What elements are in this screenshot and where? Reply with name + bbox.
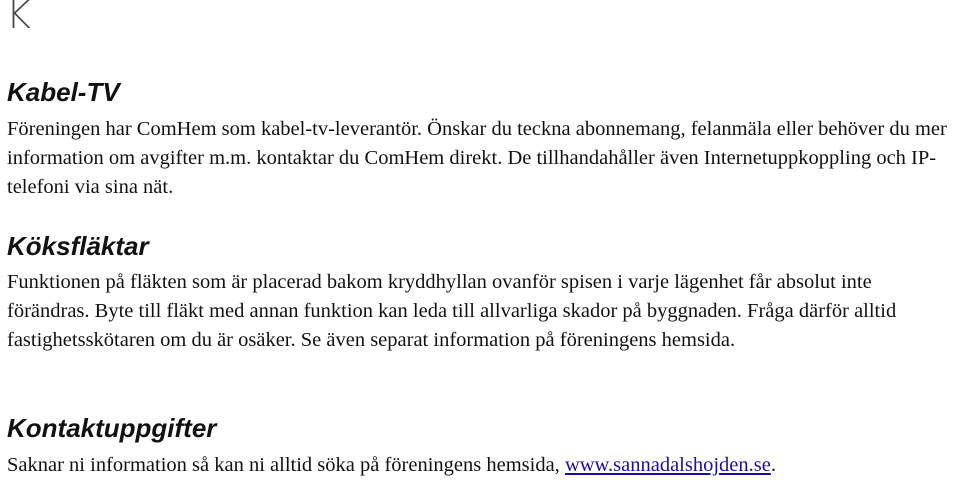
section-text-koksflaktar: Funktionen på fläkten som är placerad bakom kryddhyllan ovanför spisen i varje lägenhet får absolut inte förändras. Byte till fläkt med annan funktion kan leda till allvarliga skador på byggnaden. Fråga därför alltid fastighetsskötaren om du är osäker. Se även separat information på föreningens hemsida.: [7, 271, 897, 351]
website-link[interactable]: www.sannadalshojden.se: [564, 454, 771, 476]
section-heading-kabel-tv: Kabel-TV: [7, 77, 120, 107]
section-koksflaktar: [7, 233, 957, 355]
contact-text: Saknar ni information så kan ni alltid söka på föreningens hemsida,: [7, 454, 565, 476]
section-heading-koksflaktar: Köksfläktar: [7, 231, 149, 261]
section-kontaktuppgifter: [7, 415, 957, 480]
contact-trailing-period: .: [770, 454, 776, 476]
section-text-kontaktuppgifter: [7, 451, 957, 480]
section-kabel-tv: [7, 79, 957, 202]
index-letter: K: [6, 0, 31, 37]
section-heading-kontaktuppgifter: Kontaktuppgifter: [7, 413, 217, 443]
section-text-kabel-tv: Föreningen har ComHem som kabel-tv-leverantör. Önskar du teckna abonnemang, felanmäla eller behöver du mer information om avgifter m.m. kontaktar du ComHem direkt. De tillhandahåller även Internetuppkoppling och IP-telefoni via sina nät.: [7, 118, 947, 198]
